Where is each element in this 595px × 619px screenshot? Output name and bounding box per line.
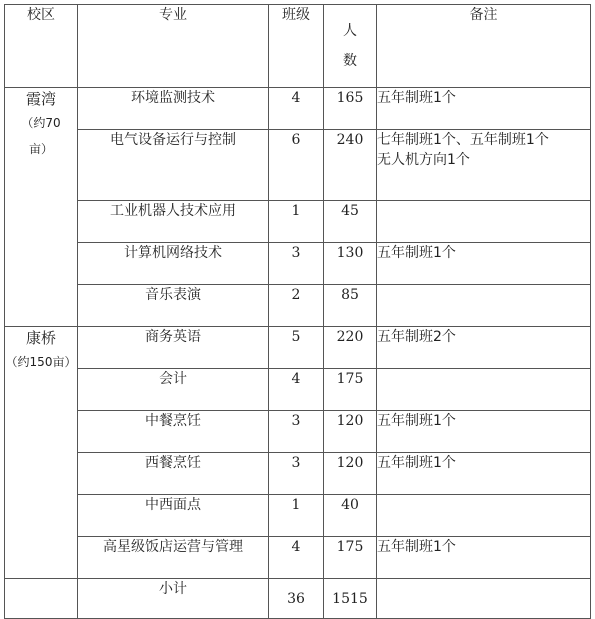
note-line: 无人机方向1个 [377, 152, 470, 168]
header-classes: 班级 [269, 5, 324, 88]
notes-cell [377, 537, 591, 579]
notes-cell [377, 130, 591, 201]
note-line: 五年制班2个 [377, 329, 456, 345]
notes-cell [377, 327, 591, 369]
major-cell: 商务英语 [78, 327, 269, 369]
major-cell: 电气设备运行与控制 [78, 130, 269, 201]
campus-area: 亩） [28, 142, 53, 156]
header-major: 专业 [78, 5, 269, 88]
students-cell: 120 [324, 411, 377, 453]
students-cell: 40 [324, 495, 377, 537]
notes-cell [377, 201, 591, 243]
note-line: 五年制班1个 [377, 455, 456, 471]
classes-cell: 1 [269, 201, 324, 243]
students-cell: 130 [324, 243, 377, 285]
students-cell: 45 [324, 201, 377, 243]
notes-cell [377, 453, 591, 495]
classes-cell: 6 [269, 130, 324, 201]
students-cell: 240 [324, 130, 377, 201]
table-row [5, 537, 591, 579]
total-campus-cell [5, 579, 78, 619]
notes-cell [377, 411, 591, 453]
students-cell: 175 [324, 537, 377, 579]
header-notes: 备注 [377, 5, 591, 88]
table-row [5, 88, 591, 130]
table-row [5, 327, 591, 369]
header-row [5, 5, 591, 88]
header-students [324, 5, 377, 88]
table-row [5, 411, 591, 453]
major-cell: 西餐烹饪 [78, 453, 269, 495]
total-students: 1515 [324, 579, 377, 619]
notes-cell [377, 285, 591, 327]
campus-name: 康桥 [25, 329, 56, 347]
classes-cell: 4 [269, 88, 324, 130]
students-cell: 220 [324, 327, 377, 369]
major-cell: 工业机器人技术应用 [78, 201, 269, 243]
table-body [5, 88, 591, 619]
classes-cell: 3 [269, 411, 324, 453]
major-cell: 中餐烹饪 [78, 411, 269, 453]
total-classes: 36 [269, 579, 324, 619]
note-line: 五年制班1个 [377, 245, 456, 261]
major-cell: 会计 [78, 369, 269, 411]
major-cell: 计算机网络技术 [78, 243, 269, 285]
students-cell: 120 [324, 453, 377, 495]
campus-area: （约70 [21, 116, 61, 130]
table-row [5, 453, 591, 495]
major-cell: 环境监测技术 [78, 88, 269, 130]
major-cell: 中西面点 [78, 495, 269, 537]
campus-area: （约150亩） [5, 355, 77, 369]
notes-cell [377, 369, 591, 411]
classes-cell: 3 [269, 243, 324, 285]
table-row [5, 369, 591, 411]
classes-cell: 4 [269, 369, 324, 411]
note-line: 五年制班1个 [377, 90, 456, 106]
total-notes-cell [377, 579, 591, 619]
table-row [5, 130, 591, 201]
table-row [5, 243, 591, 285]
campus-name: 霞湾 [25, 90, 56, 108]
note-line: 七年制班1个、五年制班1个 [377, 132, 549, 148]
campus-cell [5, 327, 78, 579]
header-students-char-1: 人 [343, 23, 357, 39]
note-line: 五年制班1个 [377, 539, 456, 555]
total-row [5, 579, 591, 619]
notes-cell [377, 88, 591, 130]
note-line: 五年制班1个 [377, 413, 456, 429]
notes-cell [377, 495, 591, 537]
classes-cell: 5 [269, 327, 324, 369]
students-cell: 85 [324, 285, 377, 327]
table-row [5, 495, 591, 537]
classes-cell: 1 [269, 495, 324, 537]
notes-cell [377, 243, 591, 285]
classes-cell: 4 [269, 537, 324, 579]
major-cell: 高星级饭店运营与管理 [78, 537, 269, 579]
students-cell: 165 [324, 88, 377, 130]
table-row [5, 285, 591, 327]
students-cell: 175 [324, 369, 377, 411]
total-label: 小计 [78, 579, 269, 619]
major-cell: 音乐表演 [78, 285, 269, 327]
campus-cell [5, 88, 78, 327]
classes-cell: 3 [269, 453, 324, 495]
enrollment-table [4, 4, 591, 619]
classes-cell: 2 [269, 285, 324, 327]
header-students-char-2: 数 [343, 53, 357, 69]
header-campus: 校区 [5, 5, 78, 88]
table-row [5, 201, 591, 243]
